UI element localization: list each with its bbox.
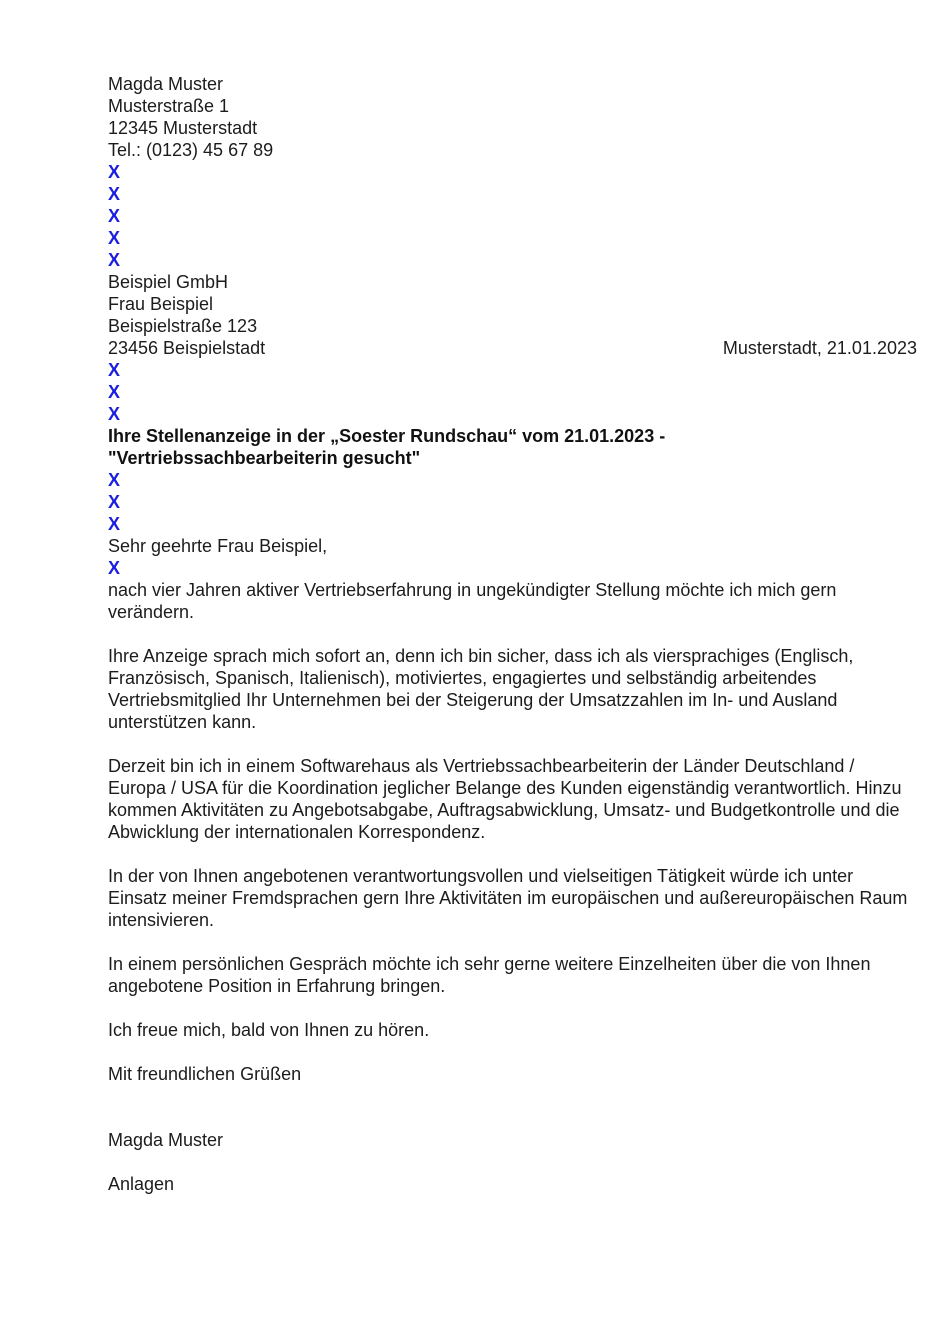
sender-city: 12345 Musterstadt xyxy=(108,118,258,138)
recipient-block xyxy=(108,271,917,359)
signature-name: Magda Muster xyxy=(108,1130,224,1150)
placeholder-marker: X xyxy=(108,228,121,248)
sender-block xyxy=(108,73,908,161)
placeholder-marker: X xyxy=(108,404,121,424)
letter-date: Musterstadt, 21.01.2023 xyxy=(722,338,917,358)
subject-line-1: Ihre Stellenanzeige in der „Soester Rundschau“ vom 21.01.2023 - xyxy=(108,426,666,446)
sender-name: Magda Muster xyxy=(108,74,224,94)
body-paragraph: In der von Ihnen angebotenen verantwortungsvollen und vielseitigen Tätigkeit würde ich unter Einsatz meiner Fremdsprachen gern Ihre Aktivitäten im europäischen und außereuropäischen Raum intensivieren. xyxy=(108,866,908,930)
closing: Mit freundlichen Grüßen xyxy=(108,1064,302,1084)
sender-phone: Tel.: (0123) 45 67 89 xyxy=(108,140,274,160)
body-paragraph: Ich freue mich, bald von Ihnen zu hören. xyxy=(108,1020,430,1040)
body-paragraph: Derzeit bin ich in einem Softwarehaus als Vertriebssachbearbeiterin der Länder Deutschland / Europa / USA für die Koordination jeglicher Belange des Kunden eigenständig verantwortlich. Hinzu kommen Aktivitäten zu Angebotsabgabe, Auftragsabwicklung, Umsatz- und Budgetkontrolle und die Abwicklung der internationalen Korrespondenz. xyxy=(108,756,902,842)
placeholder-marker: X xyxy=(108,382,121,402)
recipient-contact: Frau Beispiel xyxy=(108,294,214,314)
placeholder-marker: X xyxy=(108,206,121,226)
attachments-label: Anlagen xyxy=(108,1174,175,1194)
placeholder-marker: X xyxy=(108,514,121,534)
subject-line-2: "Vertriebssachbearbeiterin gesucht" xyxy=(108,448,421,468)
body-paragraph: In einem persönlichen Gespräch möchte ich sehr gerne weitere Einzelheiten über die von Ihnen angebotene Position in Erfahrung bringen. xyxy=(108,954,871,996)
signature-space xyxy=(108,1107,908,1129)
letter-body xyxy=(108,579,908,1041)
sender-street: Musterstraße 1 xyxy=(108,96,230,116)
placeholder-marker: X xyxy=(108,470,121,490)
recipient-city-row xyxy=(108,337,917,359)
placeholder-marker: X xyxy=(108,162,121,182)
salutation: Sehr geehrte Frau Beispiel, xyxy=(108,536,328,556)
placeholder-marker: X xyxy=(108,360,121,380)
recipient-company: Beispiel GmbH xyxy=(108,272,229,292)
body-paragraph: Ihre Anzeige sprach mich sofort an, denn ich bin sicher, dass ich als viersprachiges (Englisch, Französisch, Spanisch, Italienisch), motiviertes, engagiertes und selbständig arbeitendes Vertriebsmitglied Ihr Unternehmen bei der Steigerung der Umsatzzahlen im In- und Ausland unterstützen kann. xyxy=(108,646,854,732)
recipient-city: 23456 Beispielstadt xyxy=(108,338,266,358)
placeholder-marker: X xyxy=(108,250,121,270)
subject-block xyxy=(108,425,908,469)
placeholder-marker: X xyxy=(108,184,121,204)
placeholder-marker: X xyxy=(108,492,121,512)
placeholder-marker: X xyxy=(108,558,121,578)
recipient-street: Beispielstraße 123 xyxy=(108,316,258,336)
application-letter xyxy=(108,73,917,1217)
body-paragraph: nach vier Jahren aktiver Vertriebserfahrung in ungekündigter Stellung möchte ich mich gern verändern. xyxy=(108,580,837,622)
